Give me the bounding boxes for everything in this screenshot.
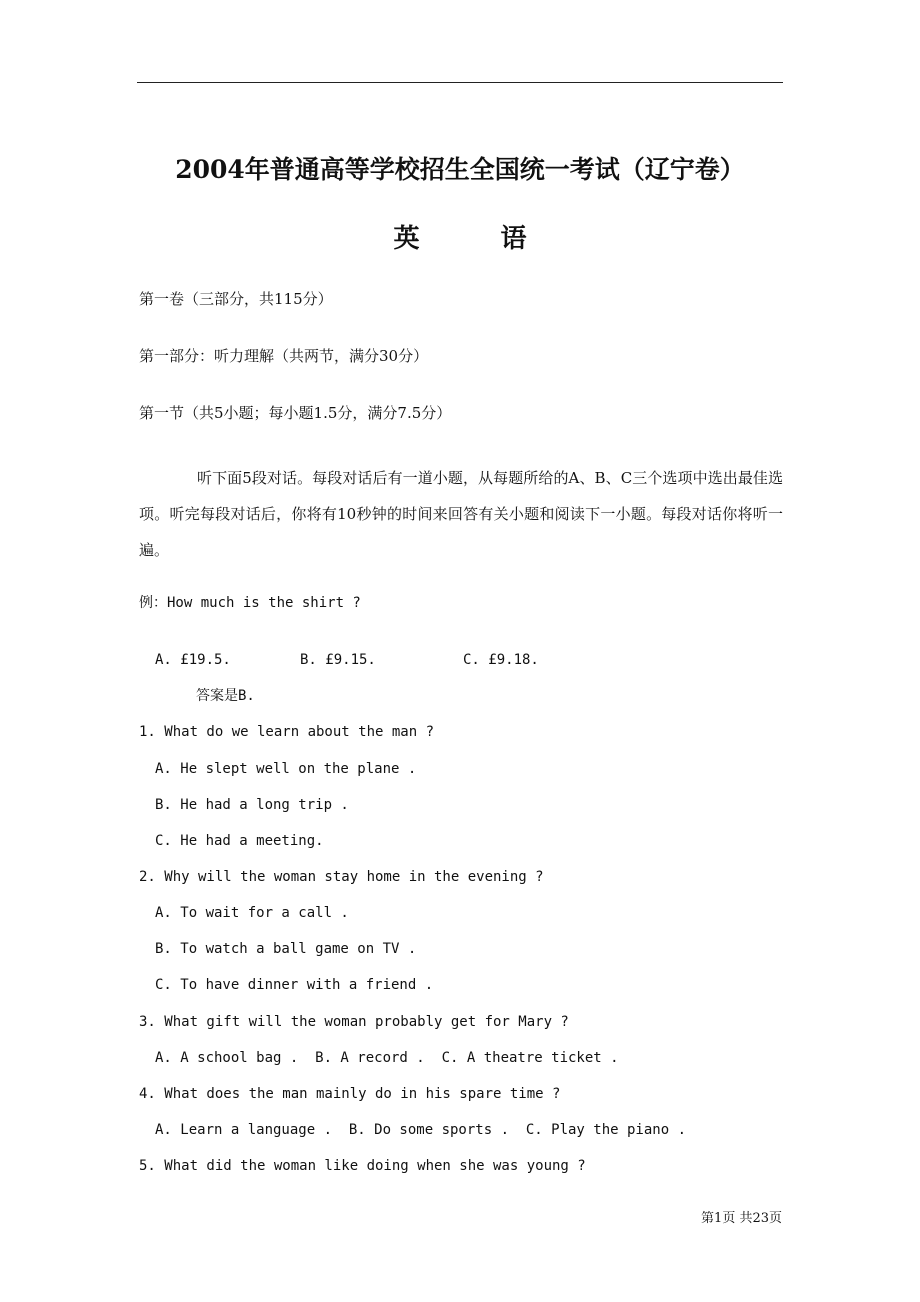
question-2-option-c: C. To have dinner with a friend . xyxy=(155,977,434,993)
example-question: 例：How much is the shirt ? xyxy=(139,595,361,611)
question-2: 2. Why will the woman stay home in the evening ? xyxy=(139,869,544,885)
question-2-option-b: B. To watch a ball game on TV . xyxy=(155,941,417,957)
subject-title: 英 语 xyxy=(393,224,563,254)
question-4: 4. What does the man mainly do in his spare time ? xyxy=(139,1086,561,1102)
question-1-option-a: A. He slept well on the plane . xyxy=(155,761,417,777)
question-2-option-a: A. To wait for a call . xyxy=(155,905,349,921)
example-option-c: C. £9.18. xyxy=(463,652,539,668)
part-heading: 第一部分：听力理解（共两节，满分30分） xyxy=(139,347,429,365)
volume-heading: 第一卷（三部分，共115分） xyxy=(139,290,333,308)
question-1-option-b: B. He had a long trip . xyxy=(155,797,349,813)
question-1-option-c: C. He had a meeting. xyxy=(155,833,324,849)
section-heading: 第一节（共5小题；每小题1.5分，满分7.5分） xyxy=(139,404,452,422)
page-number: 第1页 共23页 xyxy=(701,1211,782,1226)
question-3: 3. What gift will the woman probably get for Mary ? xyxy=(139,1014,569,1030)
question-5: 5. What did the woman like doing when she was young ? xyxy=(139,1158,586,1174)
question-4-options: A. Learn a language . B. Do some sports . C. Play the piano . xyxy=(155,1122,687,1138)
instructions-paragraph: 听下面5段对话。每段对话后有一道小题，从每题所给的A、B、C三个选项中选出最佳选项。听完每段对话后，你将有10秒钟的时间来回答有关小题和阅读下一小题。每段对话你将听一遍。 xyxy=(139,469,783,559)
header-rule xyxy=(137,82,783,83)
question-3-options: A. A school bag . B. A record . C. A theatre ticket . xyxy=(155,1050,619,1066)
exam-title: 2004年普通高等学校招生全国统一考试（辽宁卷） xyxy=(175,155,745,184)
question-1: 1. What do we learn about the man ? xyxy=(139,724,435,740)
example-option-b: B. £9.15. xyxy=(300,652,376,668)
example-option-a: A. £19.5. xyxy=(155,652,231,668)
example-answer: 答案是B. xyxy=(196,688,255,704)
